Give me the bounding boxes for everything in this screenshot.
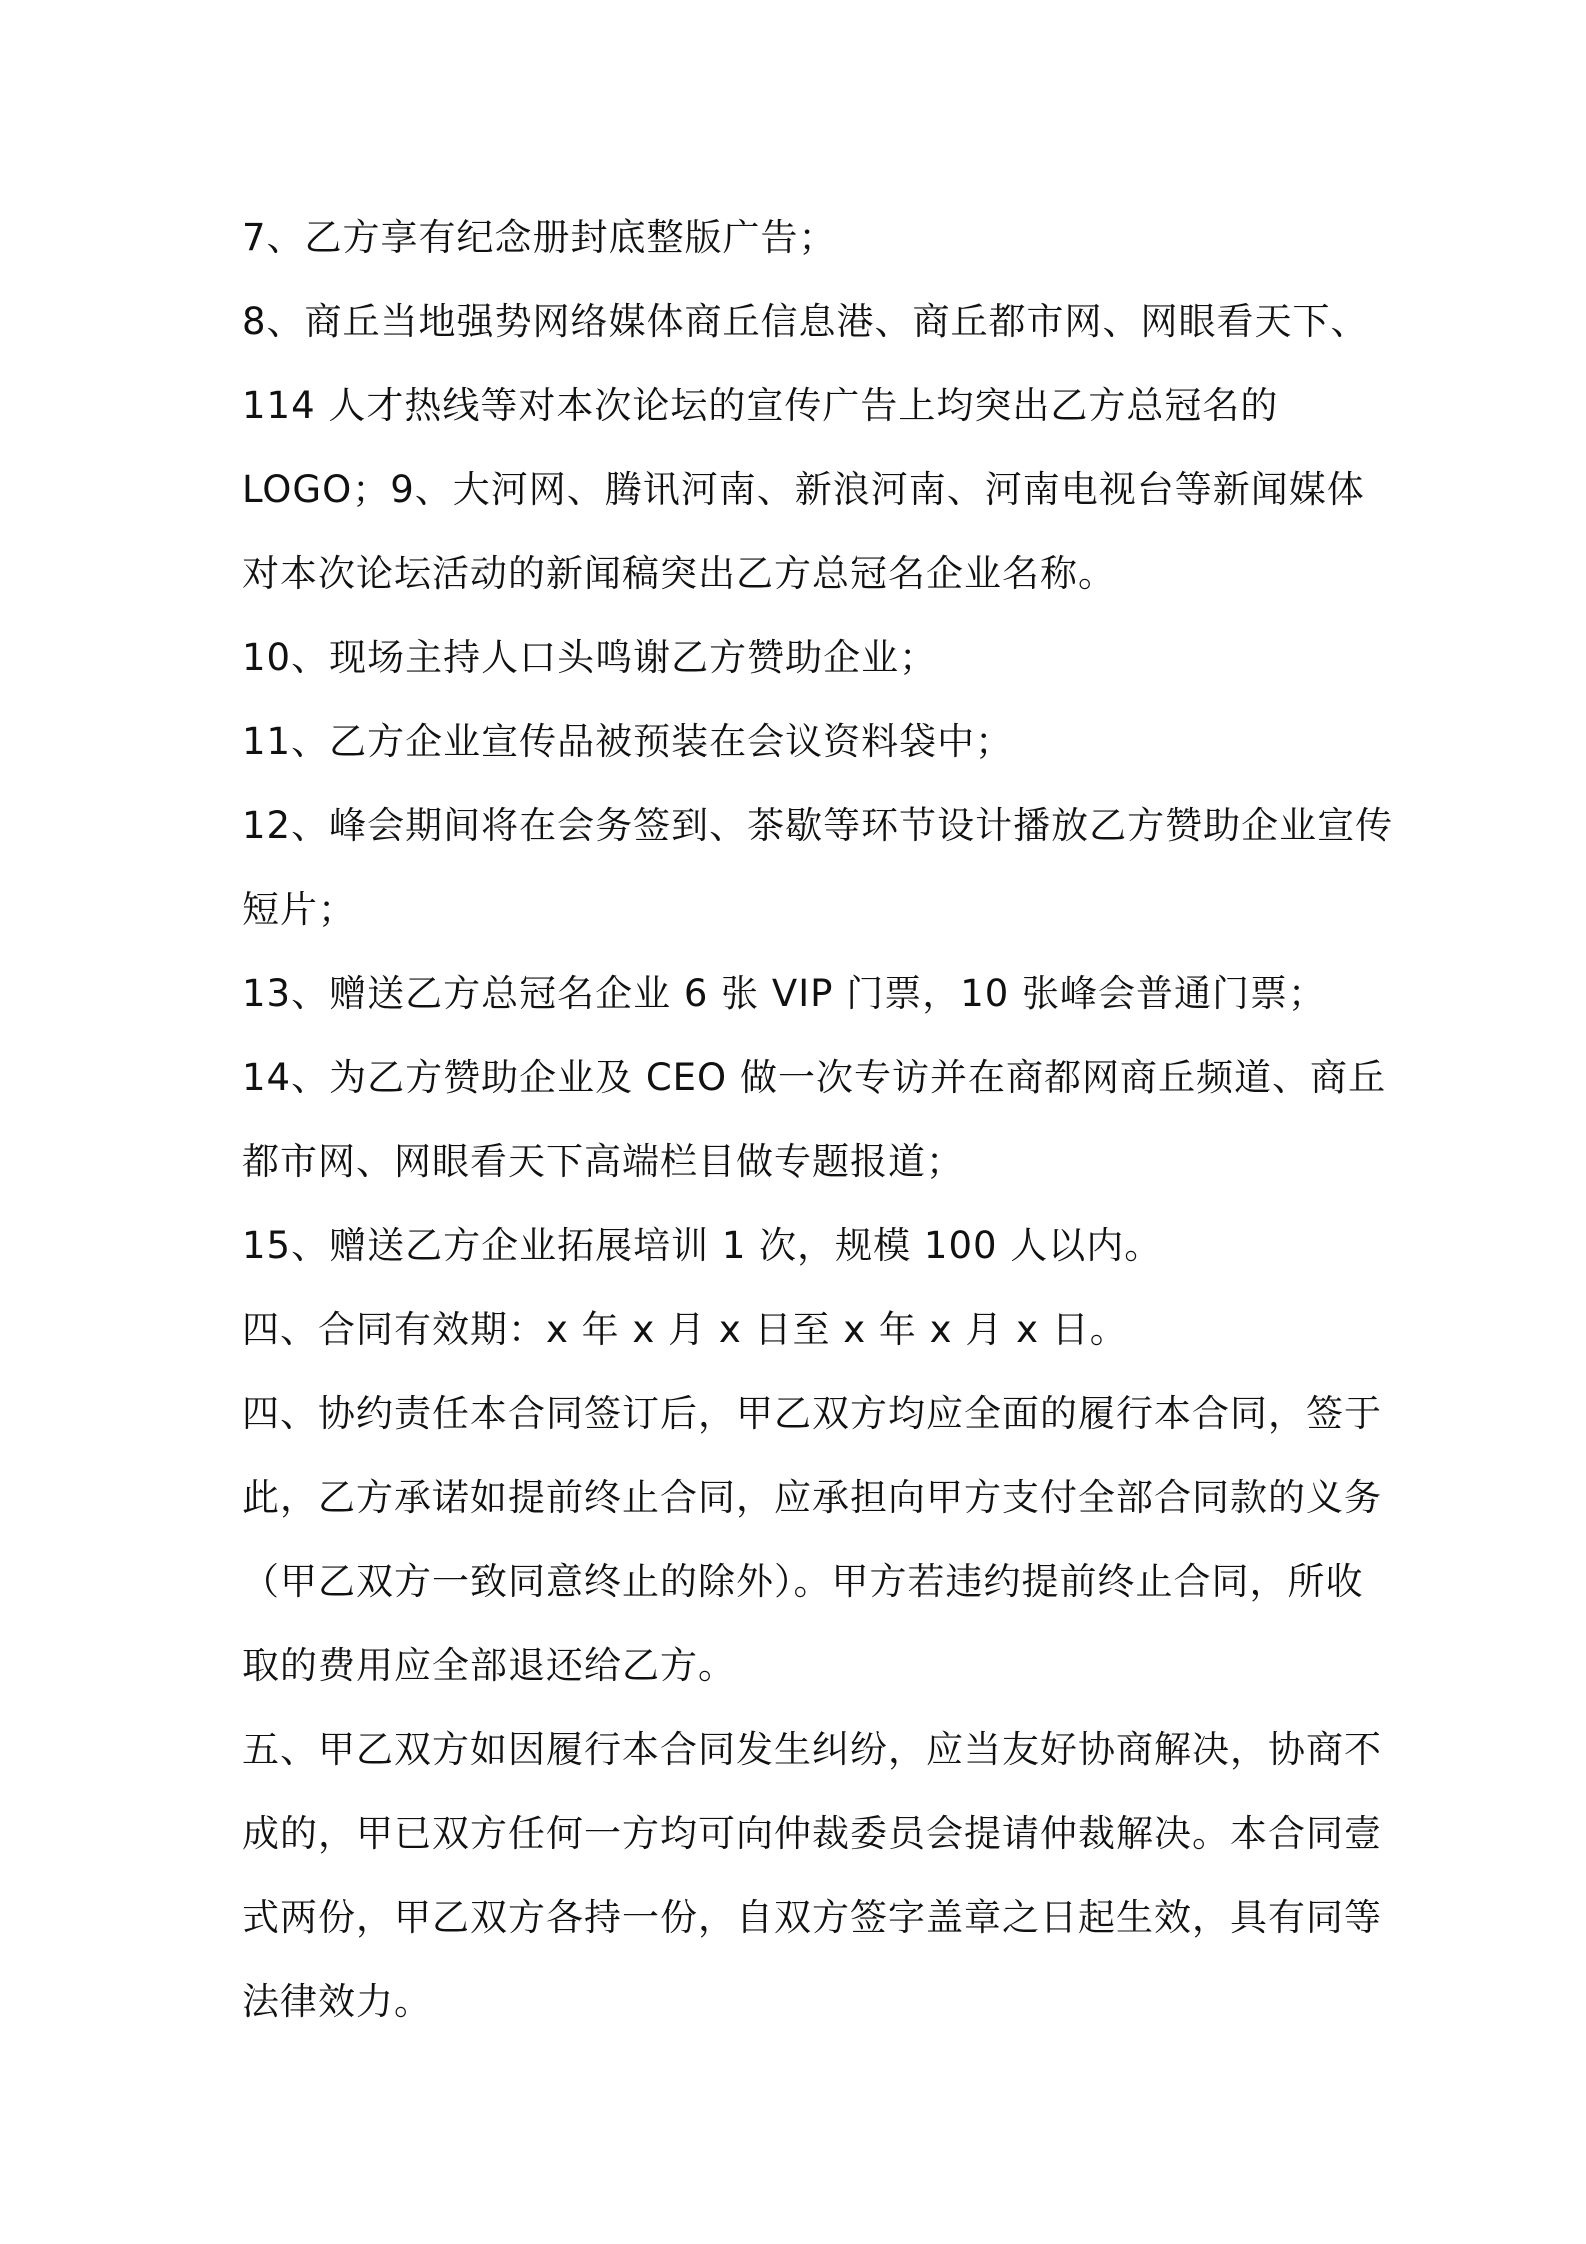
text-line: 成的，甲已双方任何一方均可向仲裁委员会提请仲裁解决。本合同壹 [242,1812,1382,1855]
text-line: 114 人才热线等对本次论坛的宣传广告上均突出乙方总冠名的 [242,384,1279,427]
document-body [242,196,1394,2044]
text-line: 式两份，甲乙双方各持一份，自双方签字盖章之日起生效，具有同等 [242,1896,1382,1939]
text-line: 13、赠送乙方总冠名企业 6 张 VIP 门票，10 张峰会普通门票； [242,972,1327,1015]
text-line: 14、为乙方赞助企业及 CEO 做一次专访并在商都网商丘频道、商丘 [242,1056,1386,1099]
text-line: 12、峰会期间将在会务签到、茶歇等环节设计播放乙方赞助企业宣传 [242,804,1394,847]
text-line: 对本次论坛活动的新闻稿突出乙方总冠名企业名称。 [242,552,1116,595]
text-line: 四、合同有效期：x 年 x 月 x 日至 x 年 x 月 x 日。 [242,1308,1128,1351]
text-line: 四、协约责任本合同签订后，甲乙双方均应全面的履行本合同，签于 [242,1392,1382,1435]
text-line: 7、乙方享有纪念册封底整版广告； [242,216,837,259]
text-line: 法律效力。 [242,1980,432,2023]
text-line: 都市网、网眼看天下高端栏目做专题报道； [242,1140,964,1183]
text-line: 10、现场主持人口头鸣谢乙方赞助企业； [242,636,938,679]
text-line: 取的费用应全部退还给乙方。 [242,1644,736,1687]
text-line: 五、甲乙双方如因履行本合同发生纠纷，应当友好协商解决，协商不 [242,1728,1382,1771]
text-line: 此，乙方承诺如提前终止合同，应承担向甲方支付全部合同款的义务 [242,1476,1382,1519]
text-line: LOGO；9、大河网、腾讯河南、新浪河南、河南电视台等新闻媒体 [242,468,1365,511]
text-line: 短片； [242,888,356,931]
text-line: 8、商丘当地强势网络媒体商丘信息港、商丘都市网、网眼看天下、 [242,300,1369,343]
text-line: 15、赠送乙方企业拓展培训 1 次，规模 100 人以内。 [242,1224,1163,1267]
text-line: （甲乙双方一致同意终止的除外）。甲方若违约提前终止合同，所收 [242,1560,1364,1603]
text-line: 11、乙方企业宣传品被预装在会议资料袋中； [242,720,1014,763]
